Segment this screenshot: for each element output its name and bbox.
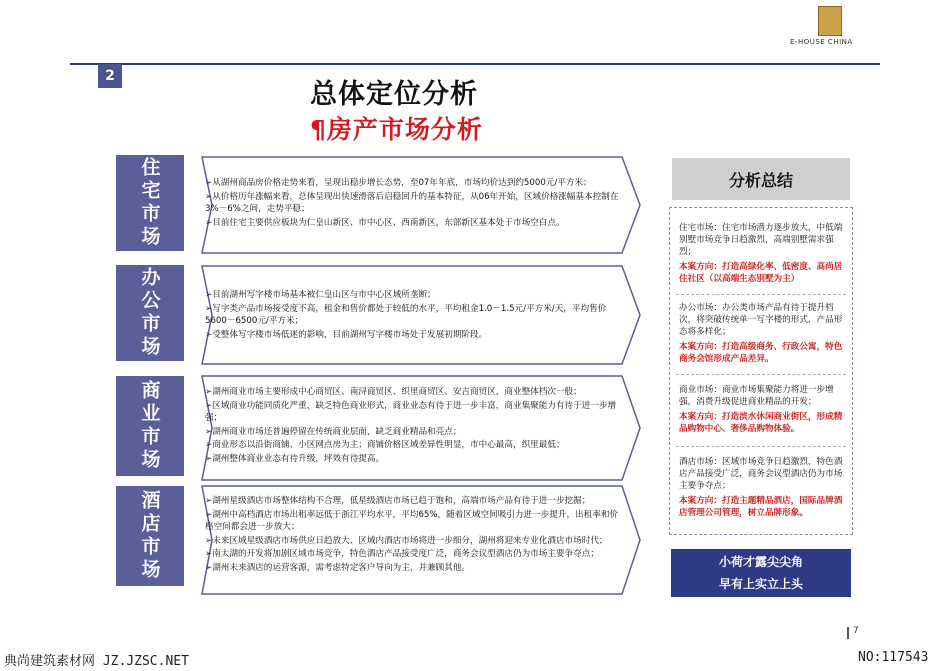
summary-divider [676, 374, 846, 375]
list-item: ➢区域商业功能同质化严重，缺乏特色商业形式，商业业态有待于进一步丰富，商业集聚能力有待于进一步增强； [205, 400, 617, 423]
footer-divider [847, 627, 849, 639]
summary-divider [676, 294, 846, 295]
slogan-banner [671, 549, 851, 597]
section-label-residential: 住宅市场 [116, 155, 184, 251]
company-logo-text: E-HOUSE CHINA [790, 38, 853, 46]
list-item: ➢目前湖州写字楼市场基本被仁皇山区与市中心区域所垄断； [205, 290, 436, 300]
list-item: ➢写字类产品市场接受度不高，租金和售价都处于较低的水平，平均租金1.0－1.5元/平方米/天，平均售价5600－6500元/平方米； [205, 303, 607, 326]
page-subtitle: ¶房产市场分析 [310, 115, 483, 144]
summary-text: 酒店市场：区域市场竞争日趋激烈，特色酒店产品接受广泛，商务会议型酒店仍为市场主要争夺点； [679, 457, 843, 491]
summary-block-commercial [679, 384, 845, 435]
list-item: ➢受整体写字楼市场低迷的影响，目前湖州写字楼市场处于发展初期阶段。 [205, 329, 488, 340]
summary-text: 住宅市场：住宅市场潜力逐步放大，中低端别墅市场竞争日趋激烈，高端别墅需求强烈； [679, 223, 843, 257]
summary-divider [676, 446, 846, 447]
list-item: ➢湖州中高档酒店市场出租率远低于浙江平均水平，平均65%，随着区域空间吸引力进一步提升，出租率和价格空间都会进一步放大； [205, 509, 619, 532]
slogan-line-2: 早有上实立上头 [718, 577, 803, 591]
section-label-office: 办公市场 [116, 265, 184, 361]
slogan-line-1: 小荷才露尖尖角 [718, 555, 803, 569]
list-item: ➢湖州星级酒店市场整体结构不合理，低星级酒店市场已趋于饱和，高端市场产品有待于进一步挖掘； [205, 496, 591, 506]
section-label-hotel: 酒店市场 [116, 486, 184, 586]
summary-block-office [679, 302, 845, 365]
list-item: ➢从价格历年涨幅来看，总体呈现出快速滑落后启稳回升的基本特征，从06年开始，区域价格涨幅基本控制在3%－6%之间，走势平稳； [205, 191, 619, 214]
section-label-commercial: 商业市场 [116, 376, 184, 476]
list-item: ➢湖州整体商业业态有待升级，坪效有待提高。 [205, 453, 385, 464]
section-text-office [205, 289, 623, 342]
watermark-left: 典尚建筑素材网 JZ.JZSC.NET [4, 654, 189, 669]
section-text-hotel [205, 495, 623, 575]
summary-text: 商业市场：商业市场集聚能力将进一步增强，消费升级促进商业精品的开发； [679, 385, 834, 407]
summary-direction: 本案方向：打造滨水休闲商业街区，形成精品购物中心、奢侈品购物体验。 [679, 412, 843, 434]
list-item: ➢目前住宅主要供应板块为仁皇山新区、市中心区、西南新区，东部新区基本处于市场空白点。 [205, 217, 565, 228]
list-item: ➢湖州商业市场还普遍停留在传统商业层面，缺乏商业精品和亮点； [205, 426, 462, 437]
watermark-right: NO:117543 [858, 650, 929, 665]
page-title: 总体定位分析 [310, 79, 478, 110]
list-item: ➢未来区域星级酒店市场供应日趋放大、区域内酒店市场将进一步细分，湖州将迎来专业化酒店市场时代； [205, 535, 608, 546]
list-item: ➢从湖州商品房价格走势来看，呈现出稳步增长态势，至07年年底，市场均价达到约5000元/平方米； [205, 178, 592, 188]
summary-block-residential [679, 222, 845, 285]
list-item: ➢商业形态以沿街商铺、小区网点房为主；商铺价格区域差异性明显，市中心最高，织里最低； [205, 440, 565, 450]
section-number-badge: 2 [98, 64, 122, 88]
summary-text: 办公市场：办公类市场产品有待于提升档次，将突破传统单一写字楼的形式，产品形态将多样化； [679, 303, 843, 337]
summary-block-hotel [679, 456, 845, 519]
list-item: ➢南太湖的开发将加剧区域市场竞争，特色酒店产品接受度广泛，商务会议型酒店仍为市场主要争夺点； [205, 549, 599, 559]
footer-page-number: 7 [853, 626, 859, 636]
header-rule [70, 63, 880, 65]
section-text-residential [205, 177, 623, 230]
summary-heading: 分析总结 [672, 158, 850, 200]
summary-direction: 本案方向：打造高级商务、行政公寓，特色商务会馆形成产品差异。 [679, 342, 843, 364]
summary-direction: 本案方向：打造主题精品酒店，国际品牌酒店管理公司管理，树立品牌形象。 [679, 496, 843, 518]
section-text-commercial [205, 386, 623, 466]
list-item: ➢湖州未来酒店的运营客源，需考虑特定客户导向为主，并兼顾其他。 [205, 562, 471, 573]
summary-direction: 本案方向：打造高绿化率、低密度、高尚居住社区（以高端生态别墅为主） [679, 262, 843, 284]
list-item: ➢湖州商业市场主要形成中心商贸区、南浔商贸区、织里商贸区、安吉商贸区，商业整体档次一般； [205, 387, 582, 397]
company-logo [818, 6, 842, 36]
